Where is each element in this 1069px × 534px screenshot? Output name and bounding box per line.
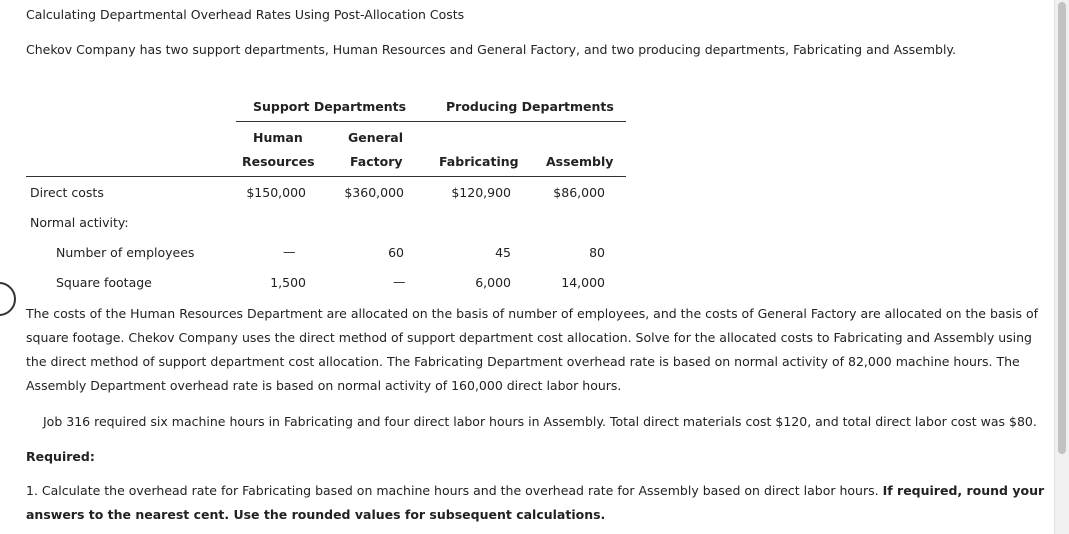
col-assembly: Assembly [546,154,614,169]
header-rule-top [236,121,626,122]
cell-direct-costs-fab: $120,900 [451,185,511,200]
row-label-normal-activity: Normal activity: [30,215,129,230]
job-paragraph: Job 316 required six machine hours in Fabricating and four direct labor hours in Assembly. Total direct materials cost $120, and total direct labor cost was $80. [43,414,1037,429]
allocation-paragraph: The costs of the Human Resources Department are allocated on the basis of number of employees, and the costs of General Factory are allocated on the basis of square footage. Chekov Company uses the direct method of support department cost allocation. Solve for the allocated costs to Fabricating and Assembly using the direct method of support department cost allocation. The Fabricating Department overhead rate is based on normal activity of 82,000 machine hours. The Assembly Department overhead rate is based on normal activity of 160,000 direct labor hours. [26,306,1039,393]
question-1 [26,479,1056,527]
col-hr-line2: Resources [242,154,315,169]
cell-sqft-hr: 1,500 [270,275,306,290]
cell-employees-hr: — [283,244,296,259]
cell-employees-asm: 80 [589,245,605,260]
intro-text: Chekov Company has two support departments, Human Resources and General Factory, and two producing departments, Fabricating and Assembly. [26,42,957,57]
required-label: Required: [26,449,95,464]
cell-direct-costs-asm: $86,000 [553,185,605,200]
col-gf-line2: Factory [350,154,403,169]
cell-employees-fab: 45 [495,245,511,260]
col-fabricating: Fabricating [439,154,519,169]
col-gf-line1: General [348,130,403,145]
cell-sqft-gf: — [393,274,406,289]
header-producing-departments: Producing Departments [446,99,614,114]
row-label-square-footage: Square footage [56,275,152,290]
row-label-employees: Number of employees [56,245,195,260]
header-rule-bottom [26,176,626,177]
cell-direct-costs-hr: $150,000 [246,185,306,200]
page-title: Calculating Departmental Overhead Rates Using Post-Allocation Costs [26,7,465,22]
cell-employees-gf: 60 [388,245,404,260]
question-1-instruction: If required, round your answers to the nearest cent. Use the rounded values for subsequent calculations. [26,483,1045,522]
question-1-text: 1. Calculate the overhead rate for Fabricating based on machine hours and the overhead rate for Assembly based on direct labor hours. [26,483,879,498]
col-hr-line1: Human [253,130,303,145]
scrollbar-thumb[interactable] [1058,2,1066,454]
cell-direct-costs-gf: $360,000 [344,185,404,200]
vertical-scrollbar[interactable] [1054,0,1069,534]
cell-sqft-asm: 14,000 [561,275,605,290]
header-support-departments: Support Departments [253,99,407,114]
cell-sqft-fab: 6,000 [475,275,511,290]
row-label-direct-costs: Direct costs [30,185,104,200]
partial-circle-mark [0,282,16,316]
